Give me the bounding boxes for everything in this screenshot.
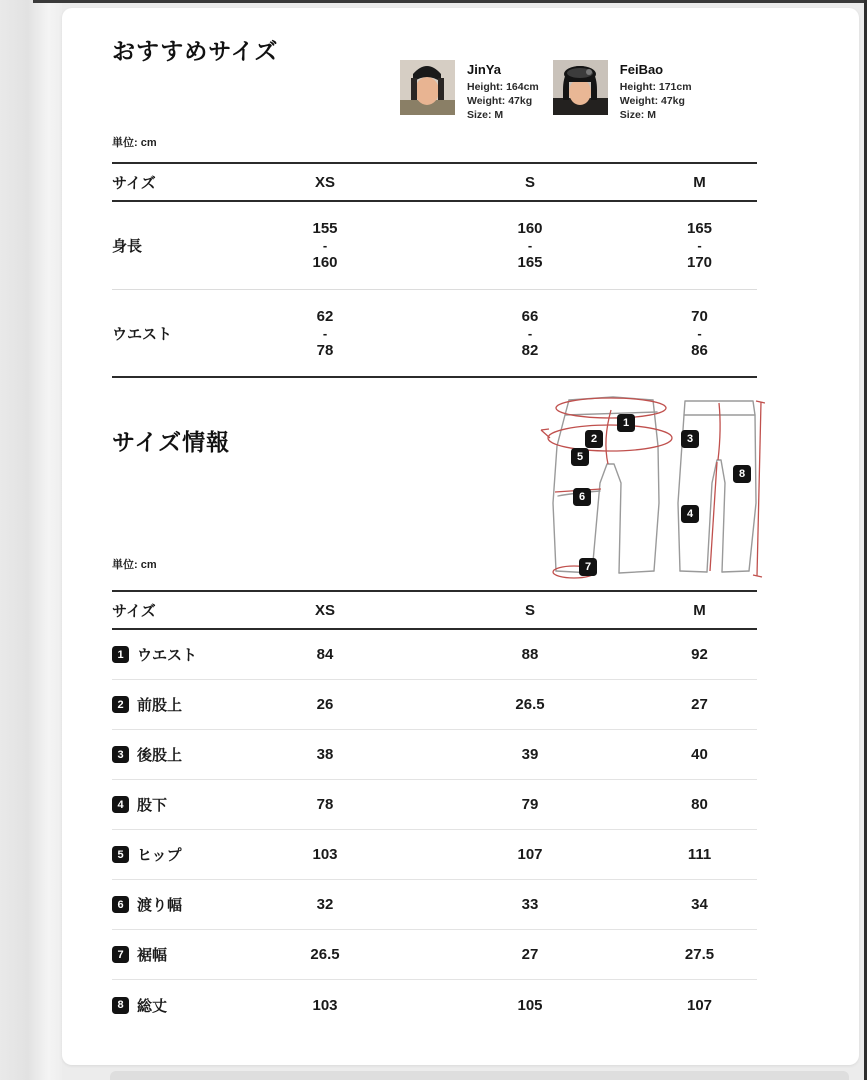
row-label: ヒップ [137, 847, 182, 864]
range-to: 170 [686, 254, 713, 271]
pants-outline-drawing [535, 388, 765, 588]
value-s: 26.5 [515, 696, 545, 713]
value-m: 27 [691, 696, 708, 713]
value-s: 27 [521, 946, 539, 963]
range-from: 155 [312, 220, 338, 237]
header-xs: XS [314, 601, 335, 619]
model-weight: Weight: 47kg [467, 95, 533, 107]
value-s: 107 [517, 846, 543, 863]
diagram-badge-4: 4 [681, 505, 699, 523]
table-header-row [112, 162, 757, 202]
model-photo-placeholder-icon [553, 60, 608, 115]
value-xs: 103 [312, 996, 338, 1014]
row-label: 渡り幅 [137, 897, 183, 914]
model-feibao [553, 60, 692, 122]
value-s: 79 [521, 796, 539, 813]
row-label: ウエスト [112, 325, 173, 343]
range-dash: - [527, 325, 533, 341]
row-label: 前股上 [137, 697, 183, 714]
model-size: Size: M [467, 109, 504, 121]
size-info-title: サイズ情報 [112, 429, 231, 455]
value-m: 80 [691, 796, 708, 813]
row-label: 股下 [137, 797, 168, 814]
value-m: 40 [691, 746, 708, 763]
model-height: Height: 171cm [619, 81, 692, 93]
table-row-front-rise [112, 680, 757, 730]
unit-label: 単位: cm [112, 137, 157, 149]
model-name: JinYa [467, 62, 501, 77]
row-number-badge: 8 [112, 997, 129, 1014]
next-card-edge [110, 1071, 849, 1080]
size-info-table [112, 590, 757, 1030]
range-from: 165 [686, 220, 713, 237]
range-from: 70 [691, 307, 708, 325]
header-s: S [524, 173, 535, 191]
diagram-badge-2: 2 [585, 430, 603, 448]
table-row-waist [112, 290, 757, 378]
diagram-badge-3: 3 [681, 430, 699, 448]
value-s: 39 [521, 746, 539, 763]
diagram-badge-1: 1 [617, 414, 635, 432]
row-label: ウエスト [137, 647, 198, 664]
header-size: サイズ [112, 174, 156, 192]
model-photo-placeholder-icon [400, 60, 455, 115]
value-m: 92 [691, 646, 708, 663]
unit-label: 単位: cm [112, 559, 157, 571]
model-weight: Weight: 47kg [619, 95, 685, 107]
model-size: Size: M [619, 109, 656, 121]
size-chart-card [62, 8, 859, 1065]
range-dash: - [697, 325, 702, 341]
header-m: M [693, 601, 706, 619]
table-row-thigh-width [112, 880, 757, 930]
value-m: 34 [691, 896, 708, 913]
row-number-badge: 7 [112, 946, 129, 963]
value-m: 27.5 [684, 946, 715, 963]
fit-models [400, 60, 692, 122]
model-feibao-photo [553, 60, 608, 115]
range-to: 86 [691, 341, 708, 359]
model-jinya-photo [400, 60, 455, 115]
row-label: 後股上 [137, 747, 183, 764]
table-row-height [112, 202, 757, 290]
range-to: 165 [517, 254, 543, 271]
range-to: 82 [521, 341, 539, 359]
row-number-badge: 6 [112, 896, 129, 913]
model-height: Height: 164cm [467, 81, 539, 93]
value-xs: 26 [316, 696, 334, 713]
value-xs: 103 [312, 846, 338, 863]
range-dash: - [322, 238, 328, 253]
header-size: サイズ [112, 602, 156, 620]
value-xs: 38 [316, 746, 334, 763]
range-to: 78 [316, 341, 334, 359]
value-xs: 26.5 [310, 946, 340, 963]
header-m: M [693, 173, 706, 191]
row-label: 身長 [112, 238, 143, 255]
table-row-hem-width [112, 930, 757, 980]
left-gutter [0, 0, 62, 1080]
header-xs: XS [314, 173, 335, 191]
model-jinya [400, 60, 539, 122]
range-dash: - [697, 238, 702, 253]
range-from: 62 [316, 307, 334, 325]
value-s: 33 [521, 896, 539, 913]
row-number-badge: 2 [112, 696, 129, 713]
range-from: 160 [517, 220, 543, 237]
table-row-inseam [112, 780, 757, 830]
value-xs: 32 [316, 896, 334, 913]
value-m: 107 [686, 996, 713, 1014]
diagram-badge-7: 7 [579, 558, 597, 576]
recommended-size-table [112, 162, 757, 378]
row-number-badge: 4 [112, 796, 129, 813]
row-number-badge: 1 [112, 646, 129, 663]
diagram-badge-8: 8 [733, 465, 751, 483]
range-dash: - [527, 238, 533, 253]
row-label: 裾幅 [137, 947, 168, 964]
diagram-badge-5: 5 [571, 448, 589, 466]
row-number-badge: 3 [112, 746, 129, 763]
value-s: 88 [521, 646, 539, 663]
recommended-size-title: おすすめサイズ [112, 38, 279, 64]
value-xs: 78 [316, 796, 334, 813]
header-s: S [524, 601, 535, 619]
top-edge-line [33, 0, 867, 3]
value-xs: 84 [316, 646, 334, 663]
row-label: 総丈 [137, 997, 168, 1015]
table-header-row [112, 590, 757, 630]
pants-measurement-diagram [535, 388, 765, 588]
table-row-total-length [112, 980, 757, 1030]
value-m: 111 [687, 846, 712, 863]
value-s: 105 [517, 996, 543, 1014]
range-dash: - [322, 325, 328, 341]
range-from: 66 [521, 307, 539, 325]
table-row-back-rise [112, 730, 757, 780]
range-to: 160 [312, 254, 338, 271]
model-name: FeiBao [619, 62, 664, 77]
diagram-badge-6: 6 [573, 488, 591, 506]
table-row-waist [112, 630, 757, 680]
row-number-badge: 5 [112, 846, 129, 863]
table-row-hip [112, 830, 757, 880]
